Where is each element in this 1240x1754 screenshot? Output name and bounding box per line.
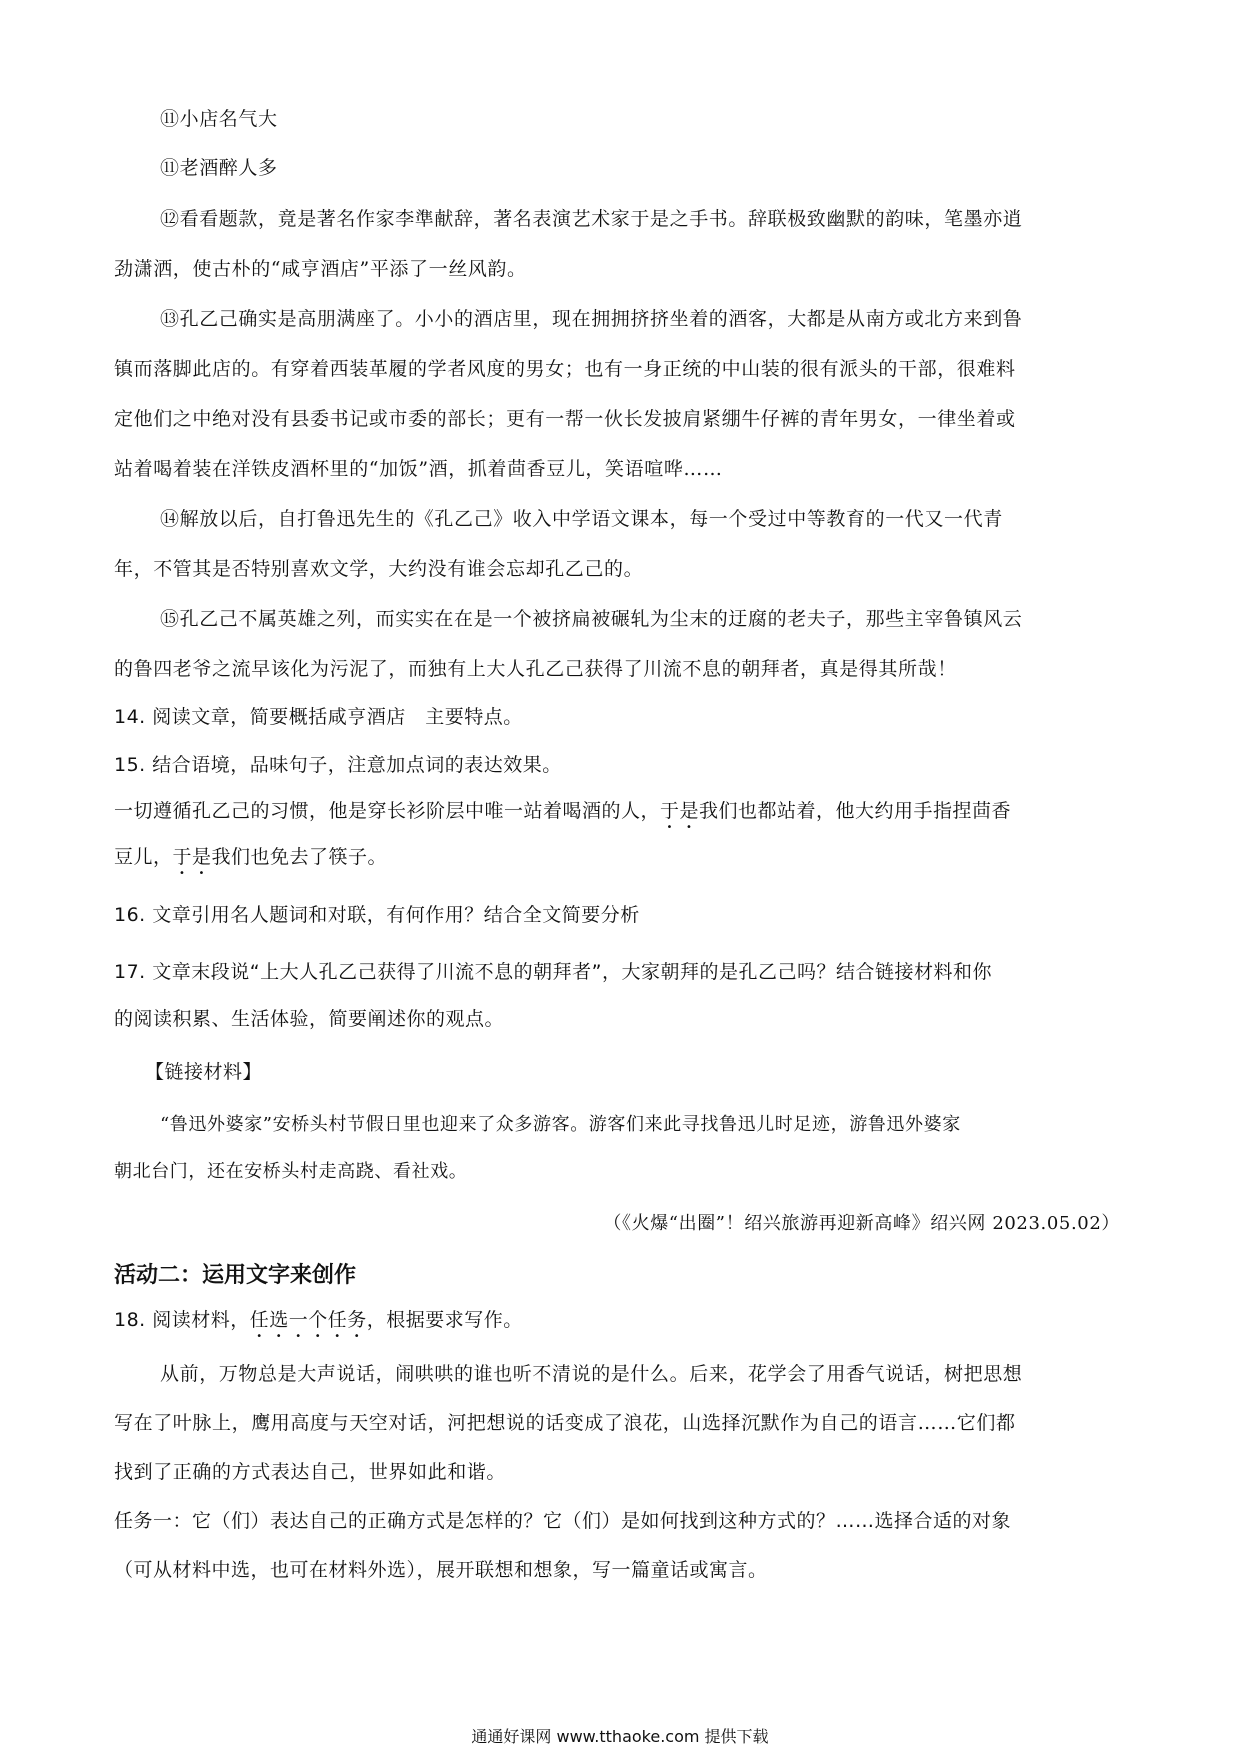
activity-two-heading: 活动二：运用文字来创作 xyxy=(114,1263,357,1288)
sentence-text: 豆儿， xyxy=(114,846,173,868)
passage-line-13-2: 镇而落脚此店的。有穿着西装革履的学者风度的男女；也有一身正统的中山装的很有派头的干部，很难料 xyxy=(114,358,1016,380)
question-18 xyxy=(114,1308,523,1342)
sentence-text: 一切遵循孔乙己的习惯，他是穿长衫阶层中唯一站着喝酒的人， xyxy=(114,800,661,822)
question-17-line-1: 17. 文章末段说“上大人孔乙己获得了川流不息的朝拜者”，大家朝拜的是孔乙己吗？结合链接材料和你 xyxy=(114,961,992,983)
passage-line-12-2: 劲潇洒，使古朴的“咸亨酒店”平添了一丝风韵。 xyxy=(114,258,527,280)
sentence-text: 我们也免去了筷子。 xyxy=(211,846,388,868)
passage-line-11a: ⑪小店名气大 xyxy=(160,108,278,130)
passage-line-11b: ⑪老酒醉人多 xyxy=(160,157,278,179)
passage-line-15-2: 的鲁四老爷之流早该化为污泥了，而独有上大人孔乙己获得了川流不息的朝拜者，真是得其所哉！ xyxy=(114,658,957,680)
emphasized-word: 于是 xyxy=(172,846,212,868)
passage-line-13-1: ⑬孔乙己确实是高朋满座了。小小的酒店里，现在拥拥挤挤坐着的酒客，大都是从南方或北方来到鲁 xyxy=(160,308,1023,330)
task-one-line-2: （可从材料中选，也可在材料外选），展开联想和想象，写一篇童话或寓言。 xyxy=(114,1559,768,1581)
question-17-line-2: 的阅读积累、生活体验，简要阐述你的观点。 xyxy=(114,1008,505,1030)
passage-line-12-1: ⑫看看题款，竟是著名作家李準献辞，著名表演艺术家于是之手书。辞联极致幽默的韵味，笔墨亦逍 xyxy=(160,208,1023,230)
emphasized-phrase: 任选一个任务 xyxy=(249,1309,367,1331)
question-15-sentence-line-2 xyxy=(114,845,387,879)
material-line-2: 写在了叶脉上，鹰用高度与天空对话，河把想说的话变成了浪花，山选择沉默作为自己的语言……它们都 xyxy=(114,1412,1016,1434)
link-material-source: （《火爆“出圈”！绍兴旅游再迎新高峰》绍兴网 2023.05.02） xyxy=(603,1213,1120,1234)
material-line-1: 从前，万物总是大声说话，闹哄哄的谁也听不清说的是什么。后来，花学会了用香气说话，树把思想 xyxy=(160,1363,1023,1385)
passage-line-13-3: 定他们之中绝对没有县委书记或市委的部长；更有一帮一伙长发披肩紧绷牛仔裤的青年男女，一律坐着或 xyxy=(114,408,1016,430)
emphasized-word: 于是 xyxy=(660,800,700,822)
question-14: 14. 阅读文章，简要概括咸亨酒店 主要特点。 xyxy=(114,706,523,728)
footer-download-notice: 通通好课网 www.tthaoke.com 提供下载 xyxy=(471,1727,769,1746)
question-15-sentence-line-1 xyxy=(114,799,1011,833)
sentence-text: 我们也都站着，他大约用手指捏茴香 xyxy=(699,800,1012,822)
passage-line-14-2: 年，不管其是否特别喜欢文学，大约没有谁会忘却孔乙己的。 xyxy=(114,558,644,580)
passage-line-14-1: ⑭解放以后，自打鲁迅先生的《孔乙己》收入中学语文课本，每一个受过中等教育的一代又一代青 xyxy=(160,508,1003,530)
material-line-3: 找到了正确的方式表达自己，世界如此和谐。 xyxy=(114,1461,507,1483)
link-material-title: 【链接材料】 xyxy=(145,1061,263,1083)
link-material-line-2: 朝北台门，还在安桥头村走高跷、看社戏。 xyxy=(114,1161,468,1182)
question-text: 18. 阅读材料， xyxy=(114,1309,250,1331)
question-16: 16. 文章引用名人题词和对联，有何作用？结合全文简要分析 xyxy=(114,904,640,926)
question-text: ，根据要求写作。 xyxy=(366,1309,523,1331)
passage-line-13-4: 站着喝着装在洋铁皮酒杯里的“加饭”酒，抓着茴香豆儿，笑语喧哗…… xyxy=(114,458,723,480)
question-15: 15. 结合语境，品味句子，注意加点词的表达效果。 xyxy=(114,754,562,776)
link-material-line-1: “鲁迅外婆家”安桥头村节假日里也迎来了众多游客。游客们来此寻找鲁迅儿时足迹，游鲁迅外婆家 xyxy=(160,1114,961,1135)
passage-line-15-1: ⑮孔乙己不属英雄之列，而实实在在是一个被挤扁被碾轧为尘末的迂腐的老夫子，那些主宰鲁镇风云 xyxy=(160,608,1023,630)
task-one-line-1: 任务一：它（们）表达自己的正确方式是怎样的？它（们）是如何找到这种方式的？……选择合适的对象 xyxy=(114,1510,1012,1532)
